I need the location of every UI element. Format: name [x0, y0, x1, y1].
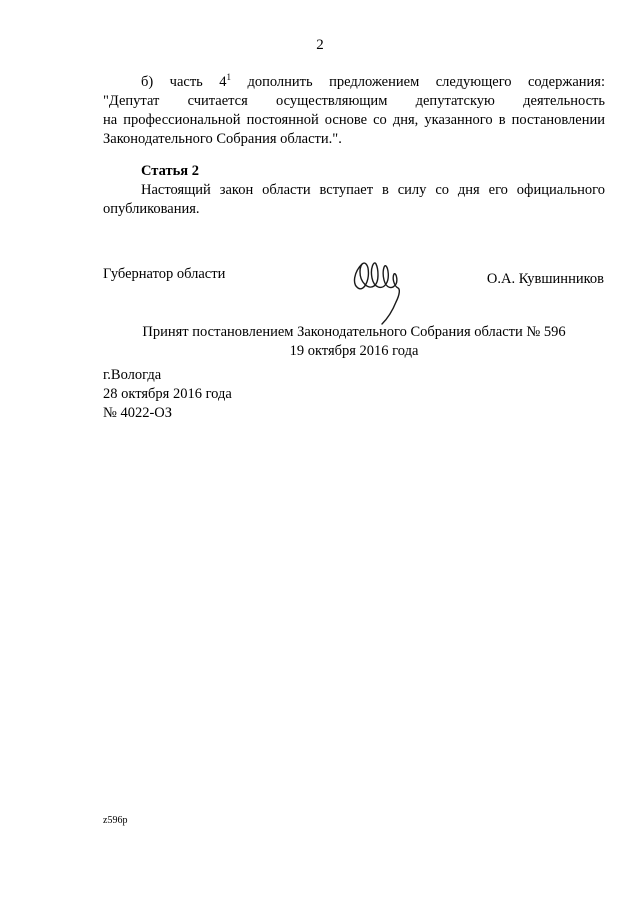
signatory-name: О.А. Кувшинников [486, 271, 604, 287]
city: г.Вологда [103, 367, 162, 383]
adoption-line1: Принят постановлением Законодательного Собрания области № 596 [142, 324, 566, 340]
handwritten-signature [348, 250, 410, 328]
amendment-intro-part1: б) часть 4 [141, 74, 227, 90]
amendment-quote-line1: "Депутат считается осуществляющим депутатскую деятельность [103, 93, 605, 109]
amendment-quote-line2: на профессиональной постоянной основе со дня, указанного в постановлении [103, 112, 605, 128]
article-2-line2: опубликования. [103, 201, 200, 217]
footer-code: z596p [103, 815, 128, 826]
law-number: № 4022-ОЗ [103, 405, 173, 421]
page-number: 2 [316, 37, 324, 53]
signatory-position: Губернатор области [103, 266, 226, 282]
amendment-intro [103, 73, 605, 92]
signing-date: 28 октября 2016 года [103, 386, 232, 402]
amendment-quote-line3: Законодательного Собрания области.". [103, 131, 342, 147]
amendment-intro-superscript: 1 [226, 72, 232, 82]
article-2-heading: Статья 2 [141, 163, 199, 179]
amendment-intro-part2: дополнить предложением следующего содержания: [231, 74, 605, 90]
article-2-line1: Настоящий закон области вступает в силу со дня его официального [141, 182, 605, 198]
adoption-line2: 19 октября 2016 года [289, 343, 419, 359]
